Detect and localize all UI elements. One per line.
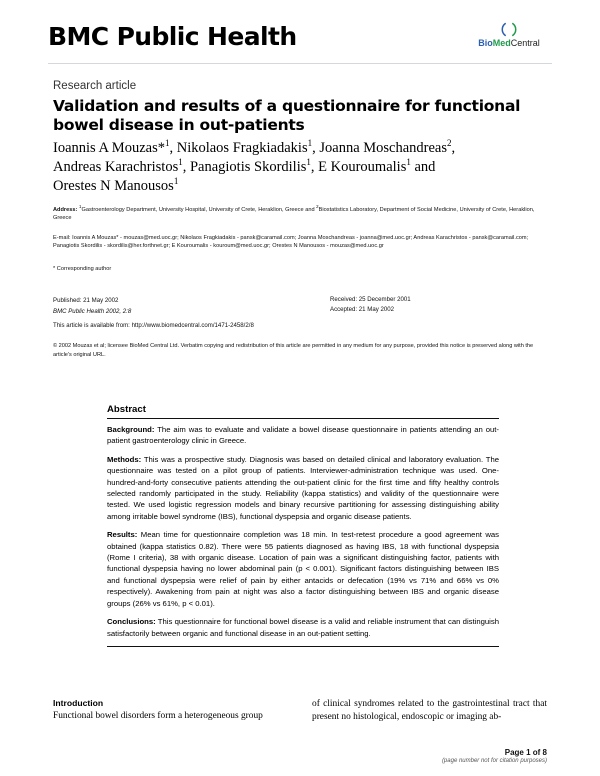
abstract-results-text: Mean time for questionnaire completion was 18 min. In test-retest procedure a good agreement was obtained (kappa statistics 0.82). There were 55 patients diagnosed as having IBS, 18 with functional dyspepsia (Rome I criteria), 38 with organic disease. Location of pain was a significant distinguishing factor, patients with functional dyspepsia having no lower abdominal pain (p < 0.001). Significant factors distinguishing between IBS and functional dyspepsia were relief of pain by either antacids or defecation (19% vs 71% and 66% vs 0% respectively). Awakening from pain at night was also a factor distinguishing between IBS and organic disease groups (26% vs 61%, p < 0.01). bbox=[107, 530, 499, 608]
logo-med-text: Med bbox=[492, 38, 511, 48]
corresponding-author-note: * Corresponding author bbox=[53, 266, 112, 272]
article-type-label: Research article bbox=[53, 80, 137, 92]
abstract-background-text: The aim was to evaluate and validate a bowel disease questionnaire in patients attending an out-patient gastroenterology clinic in Greece. bbox=[107, 425, 499, 446]
address-block bbox=[53, 206, 545, 222]
accepted-date: Accepted: 21 May 2002 bbox=[330, 305, 395, 313]
introduction-heading: Introduction bbox=[53, 698, 104, 708]
article-title: Validation and results of a questionnaire for functional bowel disease in out-patients bbox=[53, 97, 521, 134]
abstract-bottom-rule bbox=[107, 646, 499, 647]
body-column-right bbox=[312, 698, 547, 723]
article-header bbox=[53, 80, 523, 196]
abstract-conclusions-text: This questionnaire for functional bowel disease is a valid and reliable instrument that can distinguish satisfactorily between organic and functional disease in an out-patient setting. bbox=[107, 617, 499, 638]
author-list bbox=[53, 139, 523, 196]
page-footer bbox=[442, 748, 547, 764]
abstract-results bbox=[107, 529, 499, 609]
masthead bbox=[48, 22, 552, 62]
article-url-line[interactable]: This article is available from: http://www.biomedcentral.com/1471-2458/2/8 bbox=[53, 322, 254, 329]
address-label: Address: bbox=[53, 207, 78, 213]
abstract-heading: Abstract bbox=[107, 404, 146, 415]
introduction-text-right: of clinical syndromes related to the gastrointestinal tract that present no histological, endoscopic or imaging ab- bbox=[312, 699, 547, 722]
address-text: $^1$Gastroenterology Department, University Hospital, University of Crete, Heraklion, Greece and $^2$Biostatistics Laboratory, Department of Social Medicine, University of Crete, Heraklion, Greece bbox=[53, 204, 535, 222]
masthead-divider bbox=[48, 63, 552, 64]
email-block bbox=[53, 234, 545, 250]
published-date: Published: 21 May 2002 bbox=[53, 297, 119, 304]
author-line-2: Andreas Karachristos$^1$, Panagiotis Skordilis$^1$, E Kouroumalis$^1$ and bbox=[53, 157, 436, 175]
abstract-conclusions bbox=[107, 616, 499, 639]
abstract-section bbox=[107, 404, 499, 647]
introduction-text-left: Functional bowel disorders form a heterogeneous group bbox=[53, 711, 263, 721]
abstract-methods-text: This was a prospective study. Diagnosis was based on detailed clinical and laboratory evaluation. The questionnaire was tested on a pilot group of patients. Interviewer-administration technique was used. One-hundred-and-forty consecutive patients attending the out-patient clinic for the first time and fifty healthy controls selected randomly participated in the study. Reliability (kappa statistics) and validity of the questionnaire were tested. We used logistic regression models and binary recursive partitioning for assessing distinguishing ability among irritable bowel syndrome (IBS), functional dyspepsia and organic disease patients. bbox=[107, 454, 499, 521]
abstract-methods-label: Methods: bbox=[107, 454, 142, 464]
page-number-note: (page number not for citation purposes) bbox=[441, 758, 547, 764]
abstract-top-rule bbox=[107, 418, 499, 419]
body-column-left bbox=[53, 698, 288, 723]
journal-citation: BMC Public Health 2002, 2:8 bbox=[53, 308, 132, 315]
email-label: E-mail: bbox=[53, 235, 71, 241]
email-text[interactable]: Ioannis A Mouzas* - mouzas@med.uoc.gr; Nikolaos Fragkiadakis - pansk@caramail.com; Joanna Moschandreas - joanna@med.uoc.gr; Andreas Karachristos - pansk@caramail.com; Panagiotis Skordilis - skordilis@her.forthnet.gr; E Kouroumalis - kouroum@med.uoc.gr; Orestes N Manousos - mouzas@med.uoc.gr bbox=[53, 235, 529, 250]
abstract-methods bbox=[107, 454, 499, 522]
page-number: Page 1 of 8 bbox=[504, 748, 547, 757]
copyright-notice: © 2002 Mouzas et al; licensee BioMed Central Ltd. Verbatim copying and redistribution of this article are permitted in any medium for any purpose, provided this notice is preserved along with the article's original URL. bbox=[53, 343, 534, 358]
publication-dates-right bbox=[330, 295, 545, 314]
publication-dates-left bbox=[53, 295, 363, 317]
biomed-central-logo[interactable] bbox=[466, 22, 552, 48]
received-date: Received: 25 December 2001 bbox=[330, 296, 411, 303]
abstract-conclusions-label: Conclusions: bbox=[107, 617, 156, 627]
abstract-results-label: Results: bbox=[107, 530, 138, 540]
body-columns bbox=[53, 698, 547, 723]
abstract-background-label: Background: bbox=[107, 425, 155, 434]
logo-bio-text: Bio bbox=[478, 38, 493, 48]
biomed-central-wordmark bbox=[466, 38, 552, 48]
logo-central-text: Central bbox=[510, 38, 540, 48]
author-line-3: Orestes N Manousos$^1$ bbox=[53, 176, 179, 194]
open-circle-arc-icon bbox=[496, 22, 522, 37]
abstract-background bbox=[107, 424, 499, 447]
journal-title: BMC Public Health bbox=[48, 22, 297, 51]
author-line-1: Ioannis A Mouzas*$^1$, Nikolaos Fragkiadakis$^1$, Joanna Moschandreas$^2$, bbox=[53, 138, 456, 156]
